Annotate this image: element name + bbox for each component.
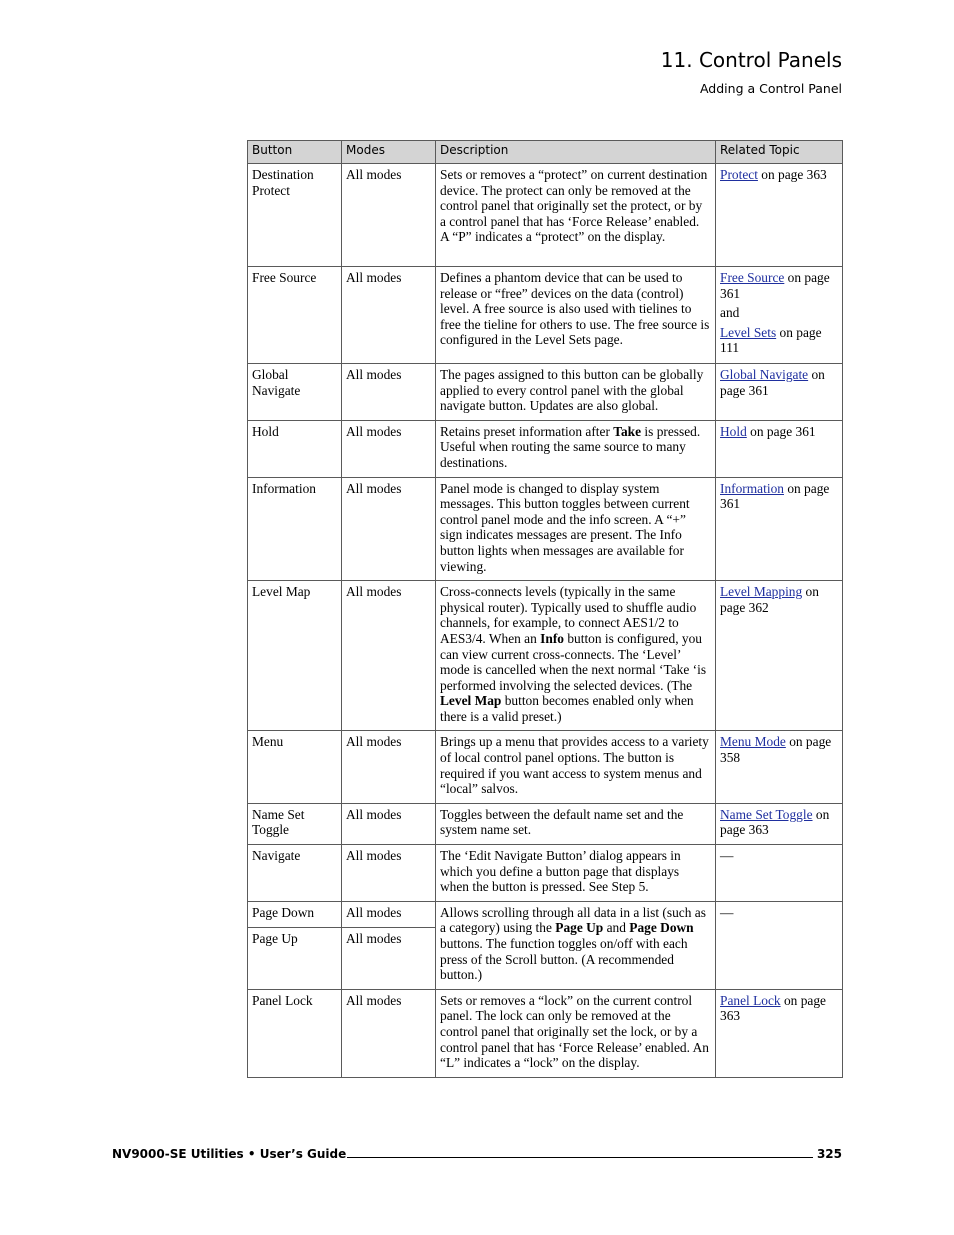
table-row <box>248 901 843 927</box>
desc-text: button is configured, you can view current cross-connects. The ‘Level’ mode is cancelled when the next normal ‘Take ‘is performed involving the selected devices. (The <box>440 630 707 693</box>
cell-modes: All modes <box>342 364 436 421</box>
cell-button: Information <box>248 477 342 581</box>
cell-modes: All modes <box>342 989 436 1077</box>
cell-related-topic <box>716 989 843 1077</box>
cell-modes: All modes <box>342 803 436 844</box>
table-row <box>248 803 843 844</box>
table-row <box>248 364 843 421</box>
table-row <box>248 267 843 364</box>
cell-description: Brings up a menu that provides access to a variety of local control panel options. The button is required if you want access to system menus and “local” salvos. <box>436 731 716 803</box>
cell-description: Panel mode is changed to display system messages. This button toggles between current control panel mode and the info screen. A “+” sign indicates messages are present. The Info button lights when messages are available for viewing. <box>436 477 716 581</box>
topic-page-ref: on page 361 <box>720 270 830 301</box>
cell-button: Page Up <box>248 927 342 989</box>
topic-page-ref: on page 111 <box>720 324 822 356</box>
topic-link-level-mapping[interactable]: Level Mapping <box>720 584 803 600</box>
column-header-button: Button <box>248 141 342 164</box>
desc-text: and <box>603 920 630 936</box>
cell-button: Menu <box>248 731 342 803</box>
topic-link-hold[interactable]: Hold <box>720 423 747 439</box>
topic-link-global-navigate[interactable]: Global Navigate <box>720 367 809 382</box>
cell-related-topic <box>716 581 843 731</box>
topic-page-ref: on page 363 <box>720 992 826 1024</box>
desc-bold-page-down: Page Down <box>629 920 694 936</box>
desc-text: Cross-connects levels (typically in the same physical router). Typically used to shuffle audio channels, for example, to connect AES1/2 to AES3/4. When an <box>440 584 697 646</box>
desc-bold-take: Take <box>613 423 642 439</box>
cell-button: Navigate <box>248 845 342 902</box>
table-row <box>248 989 843 1077</box>
cell-related-topic: — <box>716 901 843 989</box>
desc-text: Retains preset information after <box>440 423 614 439</box>
cell-related-topic <box>716 803 843 844</box>
footer-page-number: 325 <box>816 1147 842 1161</box>
topic-page-ref: on page 361 <box>720 480 830 512</box>
cell-modes: All modes <box>342 164 436 267</box>
table-header-row <box>248 141 843 164</box>
cell-button: Destination Protect <box>248 164 342 267</box>
cell-description <box>436 420 716 477</box>
table-row <box>248 164 843 267</box>
topic-page-ref: on page 358 <box>720 734 832 766</box>
cell-button: Panel Lock <box>248 989 342 1077</box>
cell-description <box>436 581 716 731</box>
topic-link-panel-lock[interactable]: Panel Lock <box>720 992 781 1008</box>
cell-button: Name Set Toggle <box>248 803 342 844</box>
column-header-description: Description <box>436 141 716 164</box>
desc-text: button becomes enabled only when there is a valid preset.) <box>440 693 694 724</box>
cell-description: The pages assigned to this button can be globally applied to every control panel with the global navigate button. Updates are also global. <box>436 364 716 421</box>
cell-related-topic <box>716 164 843 267</box>
topic-link-free-source[interactable]: Free Source <box>720 270 785 285</box>
desc-bold-info: Info <box>540 630 564 646</box>
chapter-title: 11. Control Panels <box>660 48 842 72</box>
section-title: Adding a Control Panel <box>699 81 842 96</box>
desc-text: Allows scrolling through all data in a list (such as a category) using the <box>440 904 706 936</box>
table-row <box>248 581 843 731</box>
cell-description: The ‘Edit Navigate Button’ dialog appears in which you define a button page that displays when the button is pressed. See Step 5. <box>436 845 716 902</box>
topic-page-ref: on page 363 <box>757 167 827 182</box>
cell-modes: All modes <box>342 267 436 364</box>
topic-and-text: and <box>720 305 740 321</box>
desc-bold-page-up: Page Up <box>555 920 604 936</box>
topic-page-ref: on page 361 <box>746 423 816 439</box>
table-row <box>248 845 843 902</box>
topic-link-name-set-toggle[interactable]: Name Set Toggle <box>720 806 813 822</box>
column-header-modes: Modes <box>342 141 436 164</box>
table-row <box>248 420 843 477</box>
footer-divider <box>347 1157 813 1158</box>
cell-modes: All modes <box>342 845 436 902</box>
cell-button: Hold <box>248 420 342 477</box>
cell-modes: All modes <box>342 581 436 731</box>
footer-doc-title: NV9000-SE Utilities • User’s Guide <box>112 1147 347 1161</box>
cell-button: Level Map <box>248 581 342 731</box>
desc-text: buttons. The function toggles on/off with each press of the Scroll button. (A recommended button.) <box>440 936 688 983</box>
topic-link-menu-mode[interactable]: Menu Mode <box>720 734 786 750</box>
cell-description: Sets or removes a “protect” on current destination device. The protect can only be removed at the control panel that originally set the protect, or by a control panel that has ‘Force Release’ enabled. A “P” indicates a “protect” on the display. <box>436 164 716 267</box>
topic-link-level-sets[interactable]: Level Sets <box>720 324 777 340</box>
topic-link-information[interactable]: Information <box>720 480 784 496</box>
topic-page-ref: on page 363 <box>720 806 830 838</box>
cell-description: Sets or removes a “lock” on the current control panel. The lock can only be removed at the control panel that originally set the lock, or by a control panel that has ‘Force Release’ enabled. An “L” indicates a “lock” on the display. <box>436 989 716 1077</box>
topic-page-ref: on page 361 <box>720 367 825 398</box>
cell-button: Page Down <box>248 901 342 927</box>
table-row <box>248 731 843 803</box>
cell-description: Toggles between the default name set and the system name set. <box>436 803 716 844</box>
desc-bold-level-map: Level Map <box>440 693 502 709</box>
cell-button: Free Source <box>248 267 342 364</box>
button-table <box>247 140 843 1078</box>
desc-text: is pressed. Useful when routing the same source to many destinations. <box>440 423 701 470</box>
column-header-related-topic: Related Topic <box>716 141 843 164</box>
cell-related-topic <box>716 364 843 421</box>
cell-modes: All modes <box>342 731 436 803</box>
cell-related-topic <box>716 267 843 364</box>
cell-related-topic <box>716 420 843 477</box>
topic-link-protect[interactable]: Protect <box>720 167 758 182</box>
cell-modes: All modes <box>342 927 436 989</box>
cell-related-topic: — <box>716 845 843 902</box>
cell-related-topic <box>716 731 843 803</box>
cell-modes: All modes <box>342 477 436 581</box>
cell-modes: All modes <box>342 901 436 927</box>
cell-modes: All modes <box>342 420 436 477</box>
cell-description <box>436 901 716 989</box>
cell-related-topic <box>716 477 843 581</box>
cell-description: Defines a phantom device that can be used to release or “free” devices on the data (control) level. A free source is also used with tielines to free the tieline for others to use. The free source is configured in the Level Sets page. <box>436 267 716 364</box>
cell-button: Global Navigate <box>248 364 342 421</box>
table-row <box>248 477 843 581</box>
topic-page-ref: on page 362 <box>720 584 819 615</box>
